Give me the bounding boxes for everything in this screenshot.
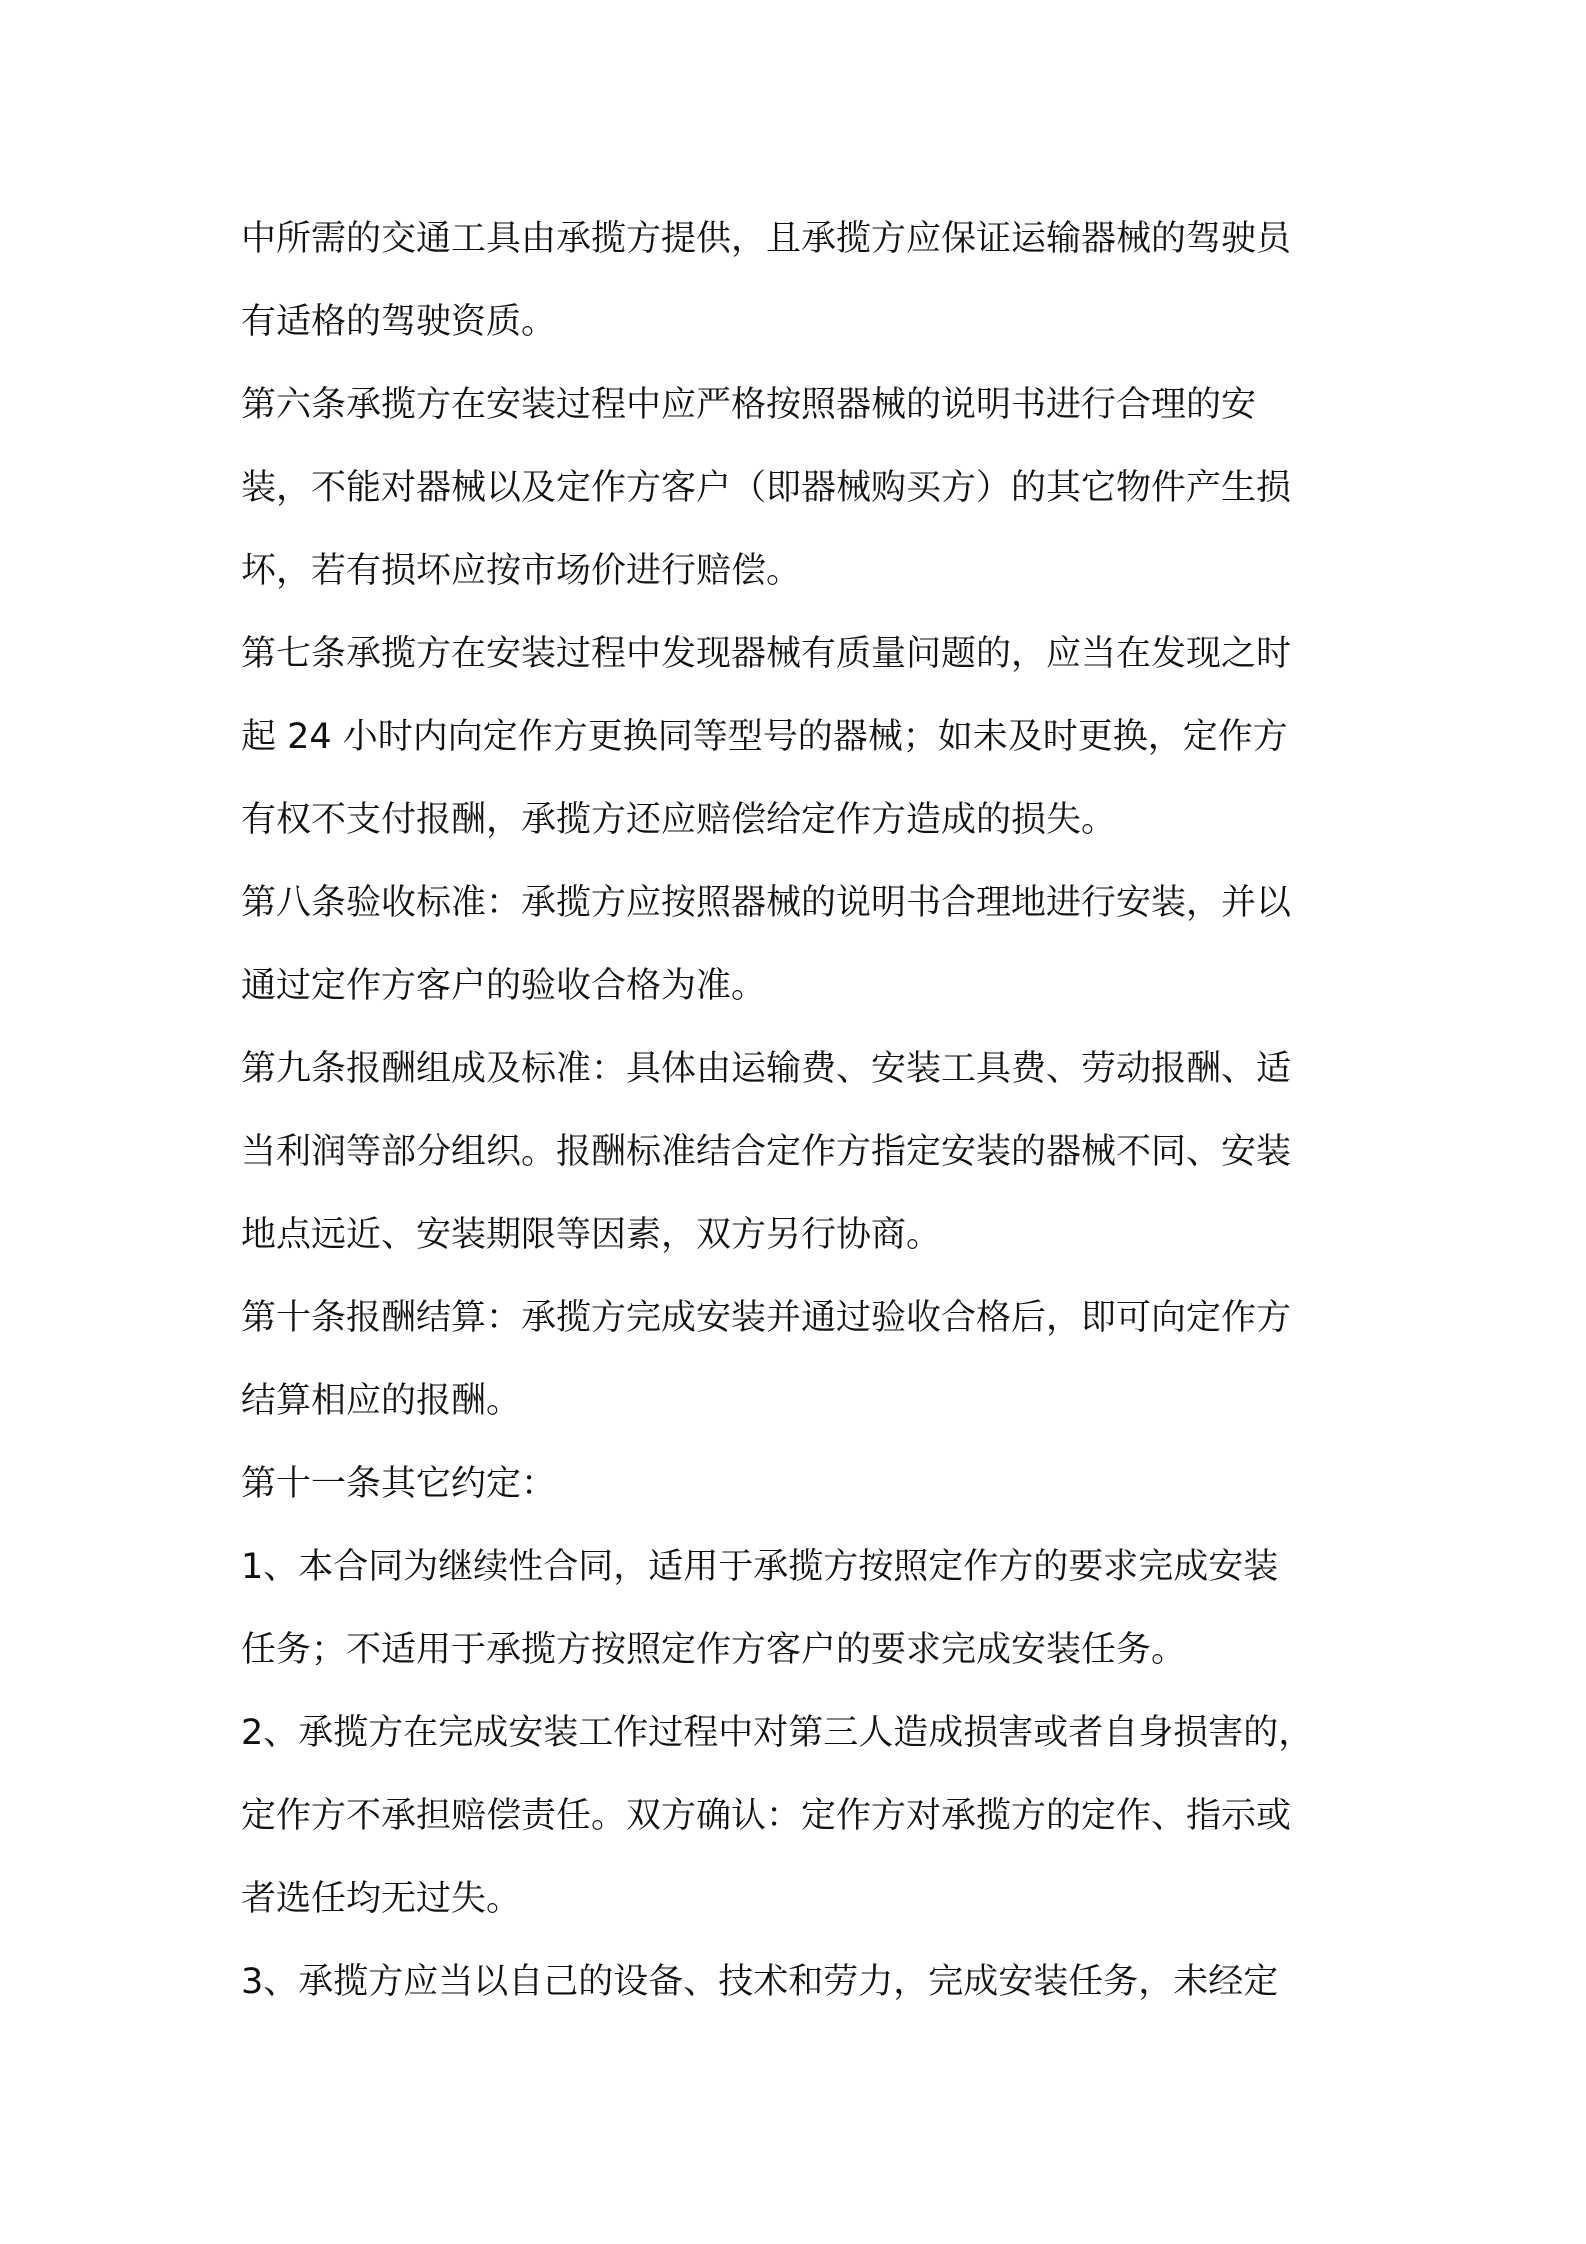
contract-text-body xyxy=(241,198,1361,2024)
text-line: 2、承揽方在完成安装工作过程中对第三人造成损害或者自身损害的， xyxy=(241,1713,1314,1753)
text-line: 3、承揽方应当以自己的设备、技术和劳力，完成安装任务，未经定 xyxy=(241,1962,1279,2002)
text-line: 起 24 小时内向定作方更换同等型号的器械；如未及时更换，定作方 xyxy=(241,717,1288,757)
text-line: 第九条报酬组成及标准：具体由运输费、安装工具费、劳动报酬、适 xyxy=(241,1049,1292,1089)
text-line: 第十条报酬结算：承揽方完成安装并通过验收合格后，即可向定作方 xyxy=(241,1298,1292,1338)
text-line: 坏，若有损坏应按市场价进行赔偿。 xyxy=(241,551,802,591)
text-line: 任务；不适用于承揽方按照定作方客户的要求完成安装任务。 xyxy=(241,1630,1187,1670)
text-line: 通过定作方客户的验收合格为准。 xyxy=(241,966,767,1006)
text-line: 有适格的驾驶资质。 xyxy=(241,302,557,342)
text-line: 第六条承揽方在安装过程中应严格按照器械的说明书进行合理的安 xyxy=(241,385,1257,425)
text-line: 结算相应的报酬。 xyxy=(241,1381,522,1421)
text-line: 地点远近、安装期限等因素，双方另行协商。 xyxy=(241,1215,942,1255)
text-line: 中所需的交通工具由承揽方提供，且承揽方应保证运输器械的驾驶员 xyxy=(241,219,1292,259)
text-line: 1、本合同为继续性合同，适用于承揽方按照定作方的要求完成安装 xyxy=(241,1547,1279,1587)
text-line: 有权不支付报酬，承揽方还应赔偿给定作方造成的损失。 xyxy=(241,800,1117,840)
text-line: 第八条验收标准：承揽方应按照器械的说明书合理地进行安装，并以 xyxy=(241,883,1292,923)
text-line: 第七条承揽方在安装过程中发现器械有质量问题的，应当在发现之时 xyxy=(241,634,1292,674)
text-line: 定作方不承担赔偿责任。双方确认：定作方对承揽方的定作、指示或 xyxy=(241,1796,1292,1836)
text-line: 装，不能对器械以及定作方客户（即器械购买方）的其它物件产生损 xyxy=(241,468,1292,508)
text-line: 当利润等部分组织。报酬标准结合定作方指定安装的器械不同、安装 xyxy=(241,1132,1292,1172)
text-line: 者选任均无过失。 xyxy=(241,1879,522,1919)
text-line: 第十一条其它约定： xyxy=(241,1464,557,1504)
